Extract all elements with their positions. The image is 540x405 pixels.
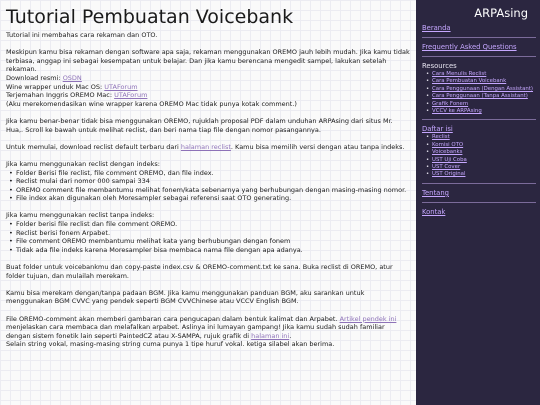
no-index-heading: Jika kamu menggunakan reclist tanpa indeks: (6, 211, 155, 220)
reclist-text-b: . Kamu bisa memilih versi dengan atau tanpa indeks. (230, 142, 405, 151)
paragraph-vowel: Selain string vokal, masing-masing string cuma punya 1 tipe huruf vokal. ketiga silabel akan berima. (6, 340, 335, 349)
reclist-text-a: Untuk memulai, download reclist default terbaru dari (6, 142, 181, 151)
list-item: • Tidak ada file indeks karena Moresampler bisa membaca nama file dengan apa adanya. (16, 246, 410, 255)
osdn-link[interactable]: OSDN (62, 73, 82, 82)
arpabet-text-c: . (289, 331, 292, 340)
sidebar-item-grafik-fonem[interactable]: Grafik Fonem (432, 100, 469, 107)
sidebar-divider (422, 119, 536, 120)
sidebar-item-penggunaan-dengan-assistant[interactable]: Cara Penggunaan (Dengan Assistant) (432, 85, 534, 92)
sidebar-item-faq[interactable]: Frequently Asked Questions (422, 43, 517, 51)
list-item (432, 108, 536, 115)
paragraph-folder: Buat folder untuk voicebankmu dan copy-paste index.csv & OREMO-comment.txt ke sana. Buka reclist di OREMO, atur folder tujuan, dan mulailah merekam. (6, 263, 393, 280)
reclist-page-link[interactable]: halaman reclist (180, 142, 231, 151)
page-title: Tutorial Pembuatan Voicebank (6, 6, 294, 28)
list-item: • Reclist mulai dari nomor 000 sampai 334 (16, 177, 410, 186)
sidebar-divider (422, 183, 536, 184)
no-index-list (6, 220, 410, 254)
this-page-link[interactable]: halaman ini (251, 331, 290, 340)
sidebar (416, 0, 540, 405)
list-item (432, 164, 536, 171)
list-item: • OREMO comment file membantumu melihat fonem/kata sebenarnya yang berhubungan dengan masing-masing nomor. (16, 186, 410, 195)
sidebar-item-voicebanks[interactable]: Voicebanks (432, 149, 463, 156)
sidebar-item-vccv-ke-arpasing[interactable]: VCCV ke ARPAsing (432, 108, 482, 115)
sidebar-item-kontak[interactable]: Kontak (422, 207, 446, 216)
intro-text: Tutorial ini membahas cara rekaman dan OTO. (6, 31, 158, 39)
sidebar-item-tentang[interactable]: Tentang (422, 188, 449, 197)
sidebar-divider (422, 56, 536, 57)
list-item: • Folder berisi file reclist dan file comment OREMO. (16, 220, 410, 229)
indexed-list (6, 169, 410, 203)
paragraph-pdf: Jika kamu benar-benar tidak bisa menggunakan OREMO, rujuklah proposal PDF dalam unduhan ARPAsing dari situs Mr. Hua,. Scroll ke bawah untuk melihat reclist, dan beri nama tiap file dengan nomor pasangannya. (6, 116, 393, 134)
list-item (432, 78, 536, 85)
sidebar-divider (422, 37, 536, 38)
list-item (432, 86, 536, 93)
sidebar-daftar-isi-label[interactable]: Daftar isi (422, 125, 453, 134)
sidebar-item-ust-original[interactable]: UST Original (432, 171, 466, 178)
sidebar-daftar-list (422, 134, 536, 178)
sidebar-item-ust-uji-coba[interactable]: UST Uji Coba (432, 156, 467, 163)
arpabet-text-b: menjelaskan cara membaca dan melafalkan arpabet. Aslinya ini lumayan gampang! Jika kamu sudah sudah familiar dengan sistem fonetik lain seperti PaintedCZ atau X-SAMPA, rujuk grafik di (6, 323, 385, 340)
sidebar-item-ust-cover[interactable]: UST Cover (432, 164, 461, 171)
wine-wrapper-label: Wine wrapper unduk Mac OS: (6, 82, 105, 91)
wine-note: (Aku merekomendasikan wine wrapper karena OREMO Mac tidak punya kotak comment.) (6, 99, 297, 108)
sidebar-divider (422, 202, 536, 203)
sidebar-item-penggunaan-tanpa-assistant[interactable]: Cara Penggunaan (Tanpa Assistant) (432, 93, 528, 100)
download-line (6, 74, 410, 83)
list-item: • Reclist berisi fonem Arpabet. (16, 229, 410, 238)
list-item: • File index akan digunakan oleh Moresampler sebagai referensi saat OTO generating. (16, 194, 410, 203)
paragraph-oremo: Meskipun kamu bisa rekaman dengan software apa saja, rekaman menggunakan OREMO jauh lebih mudah. Jika kamu tidak terbiasa, anggap ini sebagai kesempatan untuk belajar. Dan jika kamu berencana mengedit sampel, lakukan setelah rekaman. (6, 48, 410, 74)
sidebar-item-reclist[interactable]: Reclist (432, 134, 450, 141)
english-translation-label: Terjemahan Inggris OREMO Mac: (6, 91, 115, 100)
sidebar-item-cara-pembuatan-voicebank[interactable]: Cara Pembuatan Voicebank (432, 78, 507, 85)
english-translation-line (6, 91, 410, 100)
wine-wrapper-line (6, 83, 410, 92)
paragraph-arpabet (6, 315, 410, 341)
indexed-heading: Jika kamu menggunakan reclist dengan indeks: (6, 159, 160, 168)
list-item (432, 93, 536, 100)
list-item: • Folder Berisi file reclist, file comment OREMO, dan file index. (16, 169, 410, 178)
list-item: • File comment OREMO membantumu melihat kata yang berhubungan dengan fonem (16, 237, 410, 246)
sidebar-item-cara-menulis-reclist[interactable]: Cara Menulis Reclist (432, 71, 487, 77)
list-item (432, 171, 536, 178)
paragraph-bgm: Kamu bisa merekam dengan/tanpa padaan BGM. Jika kamu menggunakan panduan BGM, aku sarankan untuk menggunakan BGM CVVC yang pendek seperti BGM CVVChinese atau VCCV English BGM. (6, 288, 365, 306)
download-label: Download resmi: (6, 73, 63, 82)
list-item (432, 101, 536, 108)
paragraph-reclist (6, 143, 410, 152)
english-translation-link[interactable]: UTAForum (114, 91, 148, 100)
site-brand[interactable]: ARPAsing (474, 6, 528, 20)
list-item (432, 149, 536, 156)
list-item (432, 71, 536, 78)
list-item (432, 142, 536, 149)
sidebar-resources-list (422, 71, 536, 115)
wine-wrapper-link[interactable]: UTAForum (104, 82, 138, 91)
short-article-link[interactable]: Artikel pendek ini (339, 314, 397, 323)
sidebar-item-komisi-oto[interactable]: Komisi OTO (432, 141, 464, 148)
sidebar-item-beranda[interactable]: Beranda (422, 24, 451, 32)
list-item (432, 157, 536, 164)
arpabet-text-a: File OREMO-comment akan memberi gambaran cara pengucapan dalam bentuk kalimat dan Arpabet. (6, 314, 340, 323)
list-item (432, 134, 536, 141)
sidebar-resources-label: Resources (422, 62, 457, 70)
